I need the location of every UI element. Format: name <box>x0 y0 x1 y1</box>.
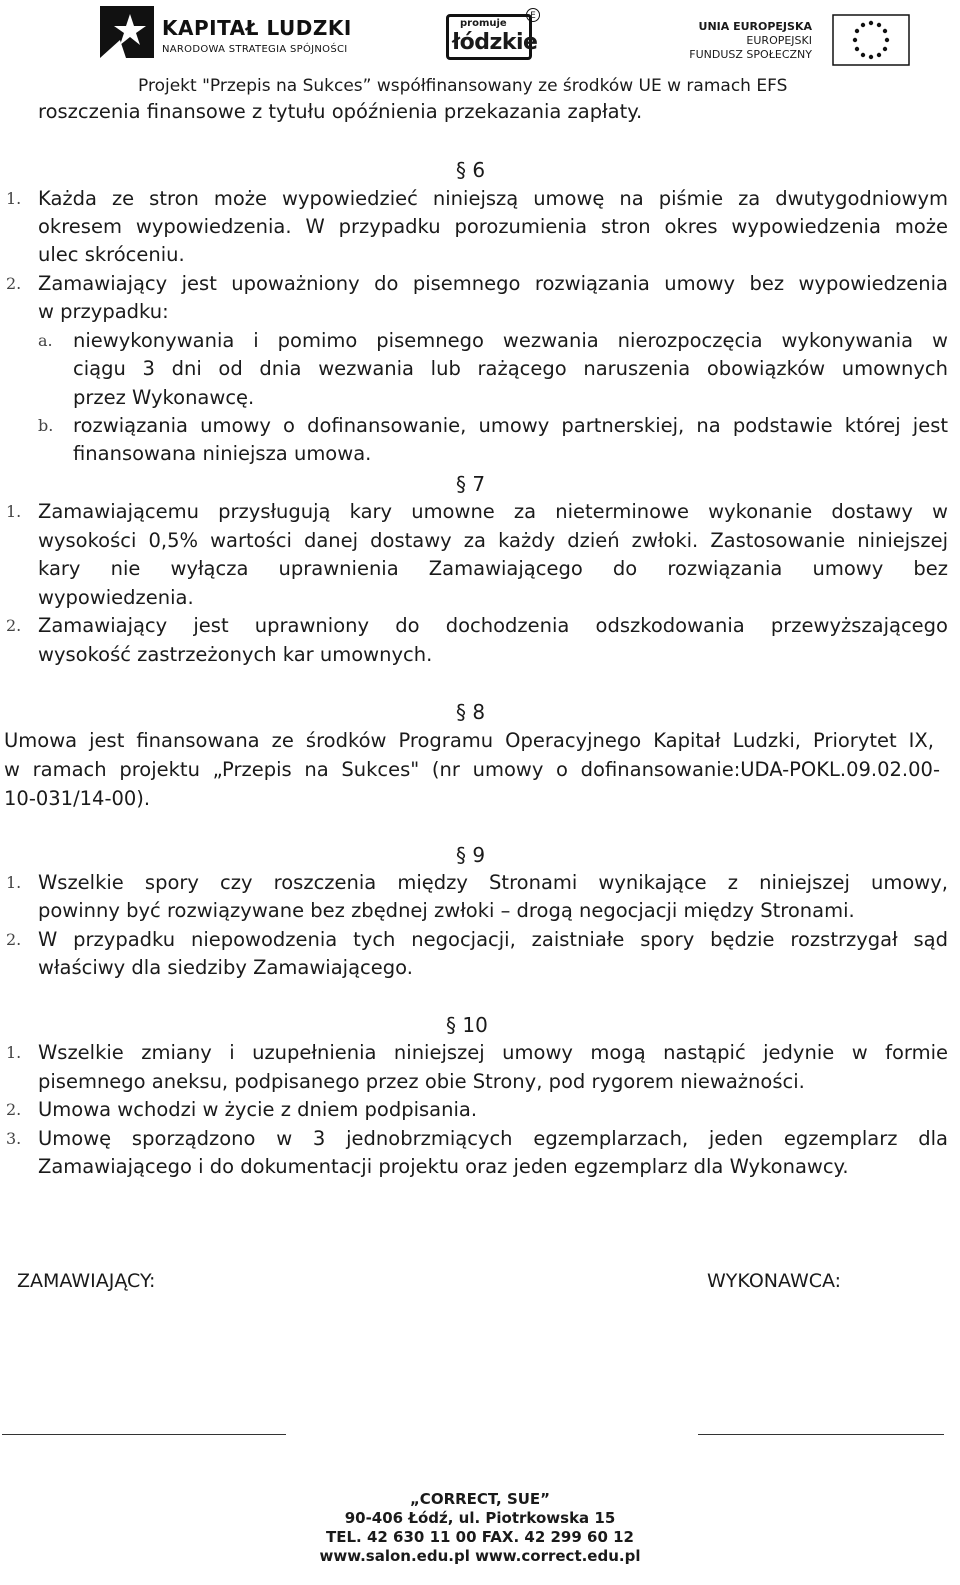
signature-label-right: WYKONAWCA: <box>707 1270 842 1292</box>
s6-a-label: a. <box>38 331 53 350</box>
s10-p2-number: 2. <box>6 1100 22 1119</box>
signature-label-left: ZAMAWIAJĄCY: <box>17 1270 156 1292</box>
eu-flag-icon <box>832 14 910 66</box>
s6-p1-line2: okresem wypowiedzenia. W przypadku porozumienia stron okres wypowiedzenia może <box>38 215 948 238</box>
s9-p1-line2: powinny być rozwiązywane bez zbędnej zwłoki – drogą negocjacji między Stronami. <box>38 899 855 922</box>
kapital-ludzki-logo <box>100 6 350 66</box>
registered-mark: E <box>526 8 540 22</box>
eu-logo-line1: UNIA EUROPEJSKA <box>698 20 812 33</box>
s10-p1-line1: Wszelkie zmiany i uzupełnienia niniejszej umowy mogą nastąpić jedynie w formie <box>38 1041 948 1064</box>
lodzkie-top-text: promuje <box>460 18 507 29</box>
s6-b-line1: rozwiązania umowy o dofinansowanie, umowy partnerskiej, na podstawie której jest <box>73 414 948 437</box>
footer-phone: TEL. 42 630 11 00 FAX. 42 299 60 12 <box>326 1528 634 1546</box>
star-icon <box>100 6 154 58</box>
s7-p2-line2: wysokość zastrzeżonych kar umownych. <box>38 643 433 666</box>
s9-p1-number: 1. <box>6 873 22 892</box>
project-header-line: Projekt "Przepis na Sukces” współfinansowany ze środków UE w ramach EFS <box>138 76 788 96</box>
s10-p1-line2: pisemnego aneksu, podpisanego przez obie Strony, pod rygorem nieważności. <box>38 1070 805 1093</box>
s10-p2-line1: Umowa wchodzi w życie z dniem podpisania. <box>38 1098 478 1121</box>
section-8-heading: § 8 <box>456 700 486 724</box>
section-9-heading: § 9 <box>456 843 486 867</box>
logo-kl-title: KAPITAŁ LUDZKI <box>162 16 352 40</box>
section-7-heading: § 7 <box>456 472 486 496</box>
eu-logo-line3: FUNDUSZ SPOŁECZNY <box>689 48 812 61</box>
s6-p1-number: 1. <box>6 189 22 208</box>
s7-p2-line1: Zamawiający jest uprawniony do dochodzenia odszkodowania przewyższającego <box>38 614 948 637</box>
footer-websites: www.salon.edu.pl www.correct.edu.pl <box>319 1547 641 1565</box>
section-10-heading: § 10 <box>446 1013 488 1037</box>
s7-p1-number: 1. <box>6 502 22 521</box>
intro-line: roszczenia finansowe z tytułu opóźnienia przekazania zapłaty. <box>38 100 643 123</box>
s9-p2-line1: W przypadku niepowodzenia tych negocjacji, zaistniałe spory będzie rozstrzygał sąd <box>38 928 948 951</box>
s6-a-line2: ciągu 3 dni od dnia wezwania lub rażącego naruszenia obowiązków umownych <box>73 357 948 380</box>
s10-p3-line1: Umowę sporządzono w 3 jednobrzmiących egzemplarzach, jeden egzemplarz dla <box>38 1127 948 1150</box>
s8-line2: w ramach projektu „Przepis na Sukces" (nr umowy o dofinansowanie:UDA-POKL.09.02.00- <box>4 758 940 781</box>
s6-b-line2: finansowana niniejsza umowa. <box>73 442 372 465</box>
s10-p3-line2: Zamawiającego i do dokumentacji projektu oraz jeden egzemplarz dla Wykonawcy. <box>38 1155 849 1178</box>
s6-b-label: b. <box>38 416 54 435</box>
s6-p1-line3: ulec skróceniu. <box>38 243 185 266</box>
s6-p2-line2: w przypadku: <box>38 300 169 323</box>
s7-p2-number: 2. <box>6 616 22 635</box>
lodzkie-big-text: łódzkie <box>452 30 538 55</box>
s6-p1-line1: Każda ze stron może wypowiedzieć niniejszą umowę na piśmie za dwutygodniowym <box>38 187 948 210</box>
s9-p2-number: 2. <box>6 930 22 949</box>
s6-p2-number: 2. <box>6 274 22 293</box>
s6-a-line3: przez Wykonawcę. <box>73 386 255 409</box>
s10-p3-number: 3. <box>6 1129 22 1148</box>
signature-line-left <box>2 1434 286 1435</box>
logo-kl-subtitle: NARODOWA STRATEGIA SPÓJNOŚCI <box>162 44 348 55</box>
s8-line3: 10-031/14-00). <box>4 787 151 810</box>
s7-p1-line3: kary nie wyłącza uprawnienia Zamawiającego do rozwiązania umowy bez <box>38 557 948 580</box>
eu-logo <box>670 14 910 64</box>
eu-logo-line2: EUROPEJSKI <box>746 34 812 47</box>
s9-p2-line2: właściwy dla siedziby Zamawiającego. <box>38 956 413 979</box>
s6-p2-line1: Zamawiający jest upoważniony do pisemnego rozwiązania umowy bez wypowiedzenia <box>38 272 948 295</box>
s10-p1-number: 1. <box>6 1043 22 1062</box>
section-6-heading: § 6 <box>456 158 486 182</box>
footer-company: „CORRECT, SUE” <box>409 1490 551 1508</box>
s9-p1-line1: Wszelkie spory czy roszczenia między Stronami wynikające z niniejszej umowy, <box>38 871 948 894</box>
s7-p1-line2: wysokości 0,5% wartości danej dostawy za każdy dzień zwłoki. Zastosowanie niniejszej <box>38 529 948 552</box>
lodzkie-logo <box>446 8 542 62</box>
footer-address: 90-406 Łódź, ul. Piotrkowska 15 <box>344 1509 616 1527</box>
s7-p1-line1: Zamawiającemu przysługują kary umowne za nieterminowe wykonanie dostawy w <box>38 500 948 523</box>
signature-line-right <box>698 1434 944 1435</box>
s6-a-line1: niewykonywania i pomimo pisemnego wezwania nierozpoczęcia wykonywania w <box>73 329 948 352</box>
s7-p1-line4: wypowiedzenia. <box>38 586 194 609</box>
s8-line1: Umowa jest finansowana ze środków Programu Operacyjnego Kapitał Ludzki, Priorytet IX, <box>4 729 934 752</box>
